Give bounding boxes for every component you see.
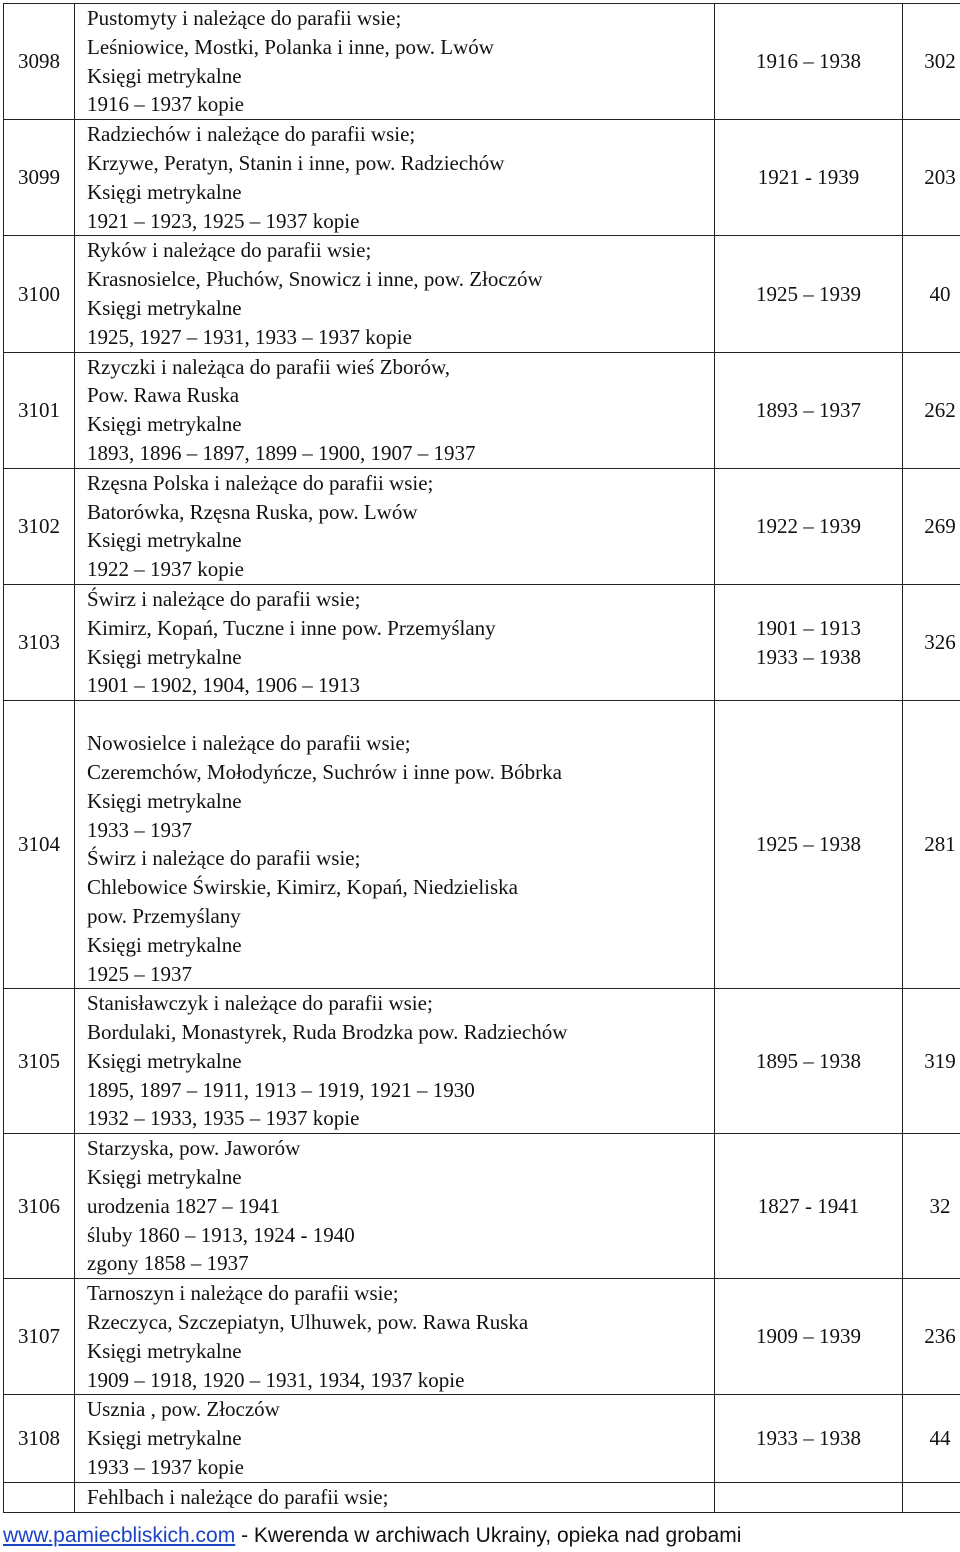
date-range <box>715 1134 903 1279</box>
date-range <box>715 352 903 468</box>
record-row <box>4 468 960 584</box>
description-line: Księgi metrykalne <box>87 63 242 88</box>
footer-separator: - <box>235 1524 254 1547</box>
record-description <box>75 1134 715 1279</box>
description-line: 1925 – 1937 <box>87 961 192 986</box>
description-line: 1921 – 1923, 1925 – 1937 kopie <box>87 208 360 233</box>
record-row <box>4 701 960 989</box>
date-range <box>715 236 903 352</box>
item-count: 262 <box>903 352 960 468</box>
item-count: 281 <box>903 701 960 989</box>
record-number: 3104 <box>4 701 75 989</box>
description-line: 1925, 1927 – 1931, 1933 – 1937 kopie <box>87 324 412 349</box>
record-number: 3108 <box>4 1395 75 1482</box>
date-range <box>715 1395 903 1482</box>
description-line: Księgi metrykalne <box>87 1426 242 1451</box>
item-count: 40 <box>903 236 960 352</box>
description-line: Krasnosielce, Płuchów, Snowicz i inne, pow. Złoczów <box>87 267 543 292</box>
date-range-line: 1933 – 1938 <box>756 1426 861 1451</box>
date-range-empty <box>715 1482 903 1512</box>
archive-records-table <box>3 3 960 1513</box>
record-description <box>75 236 715 352</box>
description-line: Chlebowice Świrskie, Kimirz, Kopań, Niedzieliska <box>87 875 518 900</box>
item-count: 326 <box>903 584 960 700</box>
date-range-line: 1922 – 1939 <box>756 513 861 538</box>
record-row <box>4 584 960 700</box>
description-line: Księgi metrykalne <box>87 788 242 813</box>
record-description <box>75 4 715 120</box>
description-line: 1933 – 1937 kopie <box>87 1455 244 1480</box>
page-footer <box>3 1523 741 1549</box>
description-line: Fehlbach i należące do parafii wsie; <box>87 1484 389 1509</box>
record-description <box>75 584 715 700</box>
footer-text: Kwerenda w archiwach Ukrainy, opieka nad grobami <box>253 1524 742 1547</box>
description-line: Radziechów i należące do parafii wsie; <box>87 122 416 147</box>
description-line: Księgi metrykalne <box>87 1048 242 1073</box>
date-range-line: 1916 – 1938 <box>756 49 861 74</box>
description-line: 1893, 1896 – 1897, 1899 – 1900, 1907 – 1937 <box>87 440 476 465</box>
record-row <box>4 989 960 1134</box>
description-line: Księgi metrykalne <box>87 1338 242 1363</box>
item-count: 319 <box>903 989 960 1134</box>
date-range-line: 1925 – 1938 <box>756 832 861 857</box>
description-line: 1895, 1897 – 1911, 1913 – 1919, 1921 – 1930 <box>87 1077 475 1102</box>
record-row <box>4 1279 960 1395</box>
description-line: Tarnoszyn i należące do parafii wsie; <box>87 1281 399 1306</box>
description-line: Księgi metrykalne <box>87 1165 242 1190</box>
description-line: Czeremchów, Mołodyńcze, Suchrów i inne pow. Bóbrka <box>87 759 562 784</box>
date-range-line: 1901 – 1913 <box>756 615 861 640</box>
record-description <box>75 120 715 236</box>
record-number: 3107 <box>4 1279 75 1395</box>
item-count: 203 <box>903 120 960 236</box>
description-line: Rzeczyca, Szczepiatyn, Ulhuwek, pow. Rawa Ruska <box>87 1310 529 1335</box>
date-range-line: 1895 – 1938 <box>756 1048 861 1073</box>
date-range <box>715 1279 903 1395</box>
date-range <box>715 584 903 700</box>
description-line: Krzywe, Peratyn, Stanin i inne, pow. Radziechów <box>87 150 505 175</box>
record-row <box>4 352 960 468</box>
record-number-empty <box>4 1482 75 1512</box>
description-line: 1901 – 1902, 1904, 1906 – 1913 <box>87 673 360 698</box>
description-line: Księgi metrykalne <box>87 179 242 204</box>
item-count: 269 <box>903 468 960 584</box>
description-line: Rzęsna Polska i należące do parafii wsie; <box>87 470 434 495</box>
record-row-partial <box>4 1482 960 1512</box>
record-description <box>75 1279 715 1395</box>
record-number: 3101 <box>4 352 75 468</box>
date-range-line: 1925 – 1939 <box>756 281 861 306</box>
item-count: 302 <box>903 4 960 120</box>
date-range <box>715 468 903 584</box>
item-count: 32 <box>903 1134 960 1279</box>
description-line: Księgi metrykalne <box>87 295 242 320</box>
description-line: Kimirz, Kopań, Tuczne i inne pow. Przemyślany <box>87 615 496 640</box>
description-line: Księgi metrykalne <box>87 932 242 957</box>
description-line: Pustomyty i należące do parafii wsie; <box>87 6 402 30</box>
description-line: Świrz i należące do parafii wsie; <box>87 846 361 871</box>
description-line: pow. Przemyślany <box>87 903 241 928</box>
description-line: Starzyska, pow. Jaworów <box>87 1136 301 1161</box>
record-description <box>75 989 715 1134</box>
record-description <box>75 1395 715 1482</box>
record-number: 3105 <box>4 989 75 1134</box>
record-description <box>75 352 715 468</box>
site-link[interactable]: www.pamiecbliskich.com <box>3 1524 236 1547</box>
date-range <box>715 701 903 989</box>
record-row <box>4 1395 960 1482</box>
description-line: śluby 1860 – 1913, 1924 - 1940 <box>87 1222 355 1247</box>
date-range-line: 1933 – 1938 <box>756 644 861 669</box>
description-line: Księgi metrykalne <box>87 528 242 553</box>
date-range-line: 1827 - 1941 <box>757 1193 860 1218</box>
record-description <box>75 701 715 989</box>
description-line: urodzenia 1827 – 1941 <box>87 1193 281 1218</box>
record-number: 3102 <box>4 468 75 584</box>
description-line: zgony 1858 – 1937 <box>87 1251 249 1276</box>
description-line: 1932 – 1933, 1935 – 1937 kopie <box>87 1106 360 1131</box>
record-row <box>4 120 960 236</box>
description-line: Księgi metrykalne <box>87 644 242 669</box>
description-line: 1909 – 1918, 1920 – 1931, 1934, 1937 kopie <box>87 1367 465 1392</box>
record-description <box>75 1482 715 1512</box>
record-number: 3099 <box>4 120 75 236</box>
description-line: Księgi metrykalne <box>87 412 242 437</box>
description-line: 1916 – 1937 kopie <box>87 92 244 117</box>
description-line: Stanisławczyk i należące do parafii wsie; <box>87 991 433 1016</box>
record-number: 3098 <box>4 4 75 120</box>
date-range-line: 1893 – 1937 <box>756 397 861 422</box>
description-line: Usznia , pow. Złoczów <box>87 1397 280 1422</box>
description-line: 1933 – 1937 <box>87 817 192 842</box>
record-row <box>4 236 960 352</box>
description-line: Świrz i należące do parafii wsie; <box>87 586 361 611</box>
description-line: Ryków i należące do parafii wsie; <box>87 238 372 263</box>
record-description <box>75 468 715 584</box>
date-range <box>715 4 903 120</box>
date-range <box>715 120 903 236</box>
description-line: Bordulaki, Monastyrek, Ruda Brodzka pow. Radziechów <box>87 1020 568 1045</box>
record-row <box>4 1134 960 1279</box>
record-number: 3103 <box>4 584 75 700</box>
description-line: Batorówka, Rzęsna Ruska, pow. Lwów <box>87 499 418 524</box>
record-number: 3100 <box>4 236 75 352</box>
date-range-line: 1909 – 1939 <box>756 1324 861 1349</box>
date-range <box>715 989 903 1134</box>
description-line: Rzyczki i należąca do parafii wieś Zborów, <box>87 354 451 379</box>
description-line: Leśniowice, Mostki, Polanka i inne, pow. Lwów <box>87 34 494 59</box>
item-count: 236 <box>903 1279 960 1395</box>
record-row <box>4 4 960 120</box>
date-range-line: 1921 - 1939 <box>757 165 860 190</box>
item-count-empty <box>903 1482 960 1512</box>
description-line: Pow. Rawa Ruska <box>87 383 240 408</box>
item-count: 44 <box>903 1395 960 1482</box>
description-line: Nowosielce i należące do parafii wsie; <box>87 731 411 756</box>
description-line: 1922 – 1937 kopie <box>87 557 244 582</box>
record-number: 3106 <box>4 1134 75 1279</box>
